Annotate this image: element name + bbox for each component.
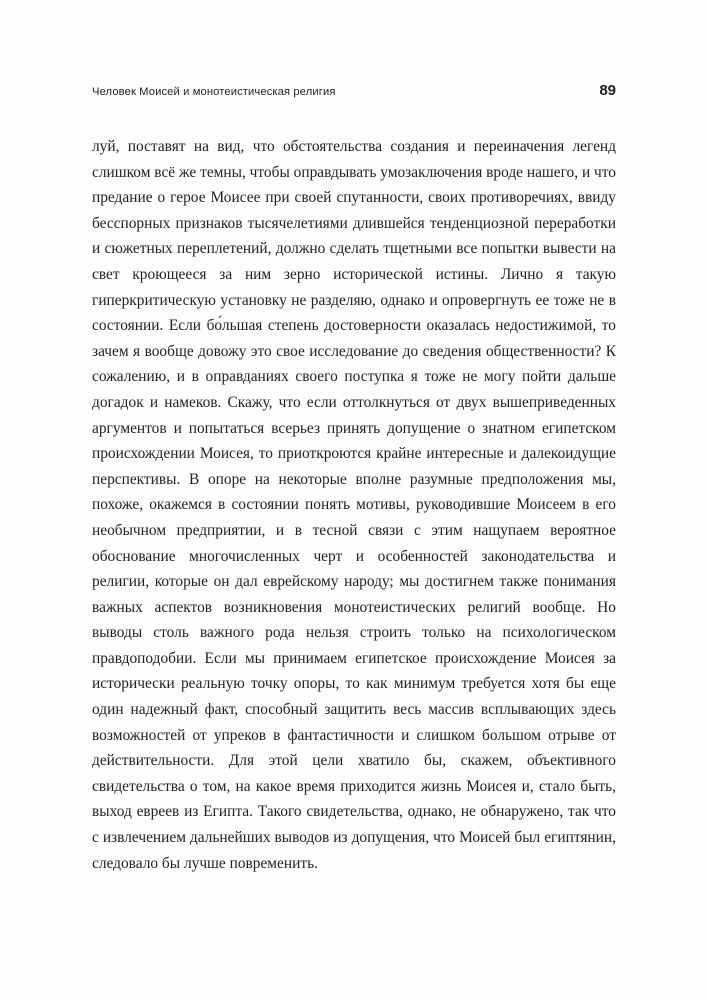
body-text (92, 134, 616, 876)
page-number: 89 (599, 82, 616, 99)
running-title: Человек Моисей и монотеистическая религия (92, 86, 336, 98)
body-paragraph: луй, поставят на вид, что обстоятельства создания и переиначения легенд слишком всё же темны, чтобы оправдывать умозаключения вроде нашего, и что предание о герое Моисее при своей спутанности, своих противоречиях, ввиду бесспорных признаков тысячелетиями длившейся тенденциозной переработки и сюжетных переплетений, должно сделать тщетными все попытки вывести на свет кроющееся за ним зерно исторической истины. Лично я такую гиперкритическую установку не разделяю, однако и опровергнуть ее тоже не в состоянии. Если бо́льшая степень достоверности оказалась недостижимой, то зачем я вообще довожу это свое исследование до сведения общественности? К сожалению, и в оправданиях своего поступка я тоже не могу пойти дальше догадок и намеков. Скажу, что если оттолкнуться от двух вышеприведенных аргументов и попытаться всерьез принять допущение о знатном египетском происхождении Моисея, то приоткроются крайне интересные и далекоидущие перспективы. В опоре на некоторые вполне разумные предположения мы, похоже, окажемся в состоянии понять мотивы, руководившие Моисеем в его необычном предприятии, и в тесной связи с этим нащупаем вероятное обоснование многочисленных черт и особенностей законодательства и религии, которые он дал еврейскому народу; мы достигнем также понимания важных аспектов возникновения монотеистических религий вообще. Но выводы столь важного рода нельзя строить только на психологическом правдоподобии. Если мы принимаем египетское происхождение Моисея за исторически реальную точку опоры, то как минимум требуется хотя бы еще один надежный факт, способный защитить весь массив всплывающих здесь возможностей от упреков в фантастичности и слишком большом отрыве от действительности. Для этой цели хватило бы, скажем, объективного свидетельства о том, на какое время приходится жизнь Моисея и, стало быть, выход евреев из Египта. Такого свидетельства, однако, не обнаружено, так что с извлечением дальнейших выводов из допущения, что Моисей был египтянин, следовало бы лучше повременить. (92, 138, 616, 872)
page-header (92, 82, 616, 99)
